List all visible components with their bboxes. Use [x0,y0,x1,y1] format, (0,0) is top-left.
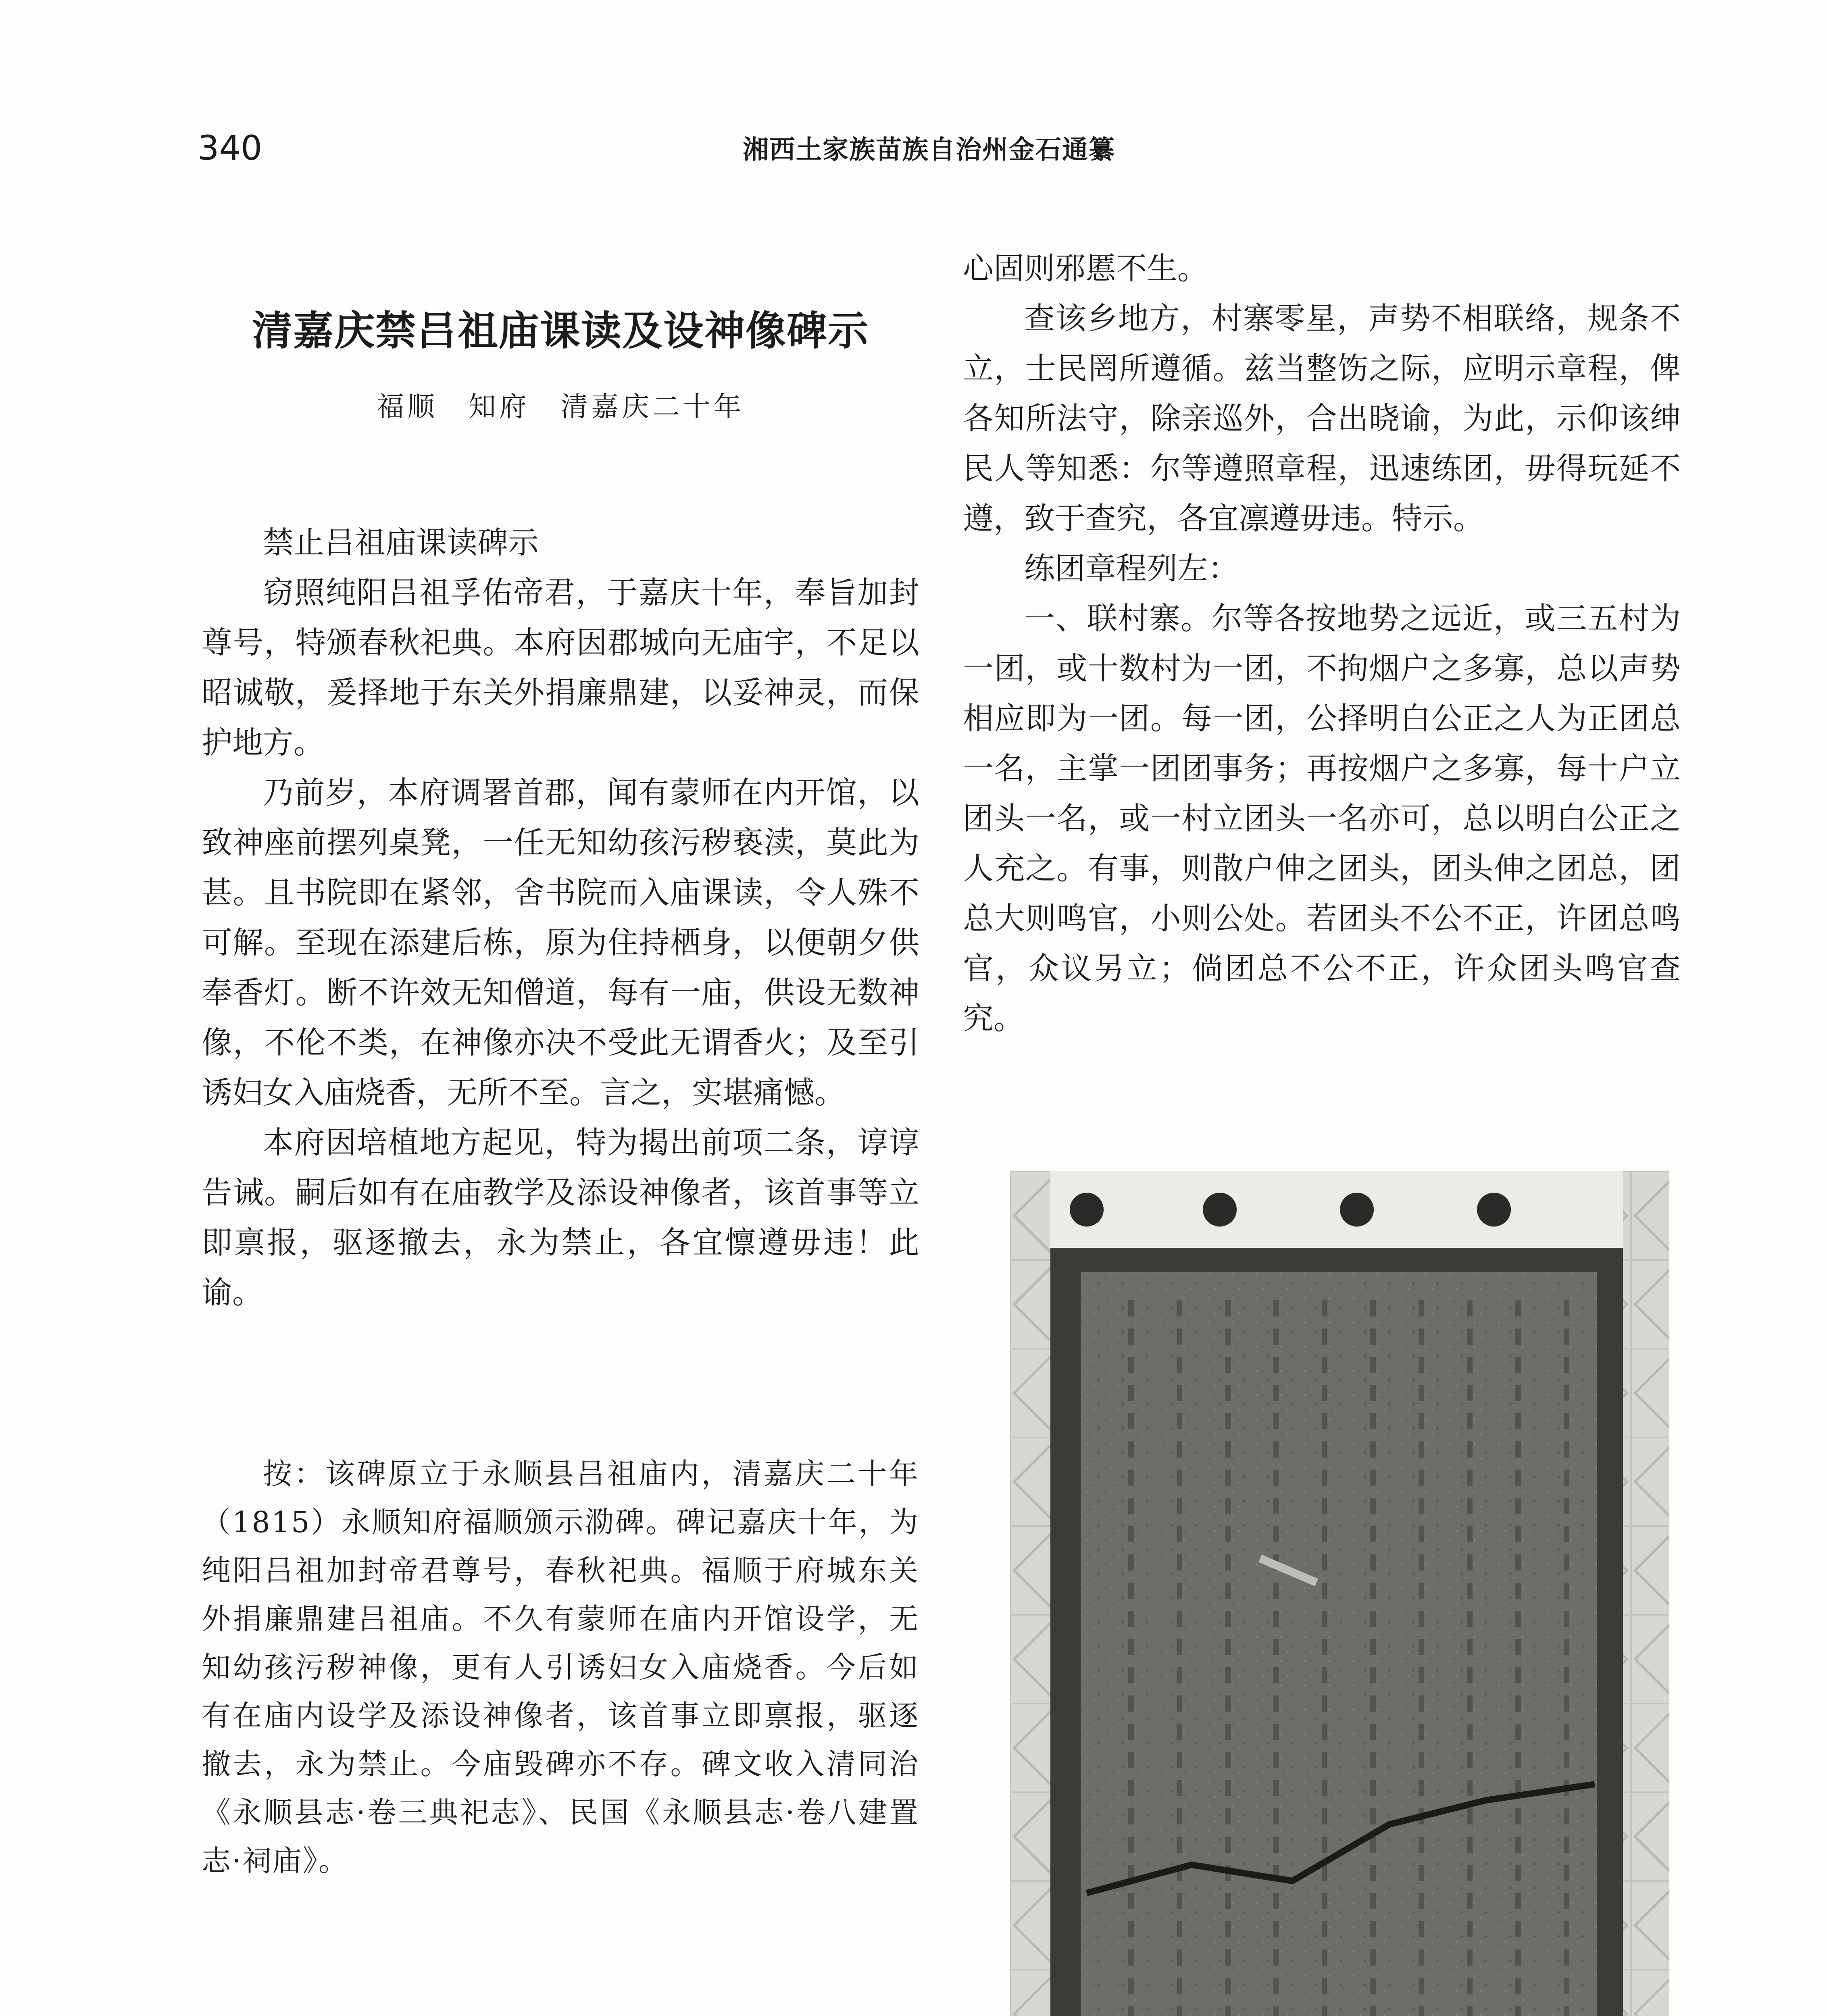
article1-note [202,1450,919,1885]
article1-byline: 福顺 知府 清嘉庆二十年 [376,391,744,423]
article2-paragraph: 一、联村寨。尔等各按地势之远近，或三五村为一团，或十数村为一团，不拘烟户之多寡，总以声势相应即为一团。每一团，公择明白公正之人为正团总一名，主掌一团团事务；再按烟户之多寡，每十户立团头一名，或一村立团头一名亦可，总以明白公正之人充之。有事，则散户伸之团头，团头伸之团总，团总大则鸣官，小则公处。若团头不公不正，许团总鸣官，众议另立；倘团总不公不正，许众团头鸣官查究。 [963,600,1681,1036]
article1-title: 清嘉庆禁吕祖庙课读及设神像碑示 [252,307,869,354]
running-header: 湘西土家族苗族自治州金石通纂 [743,135,1115,165]
article2-body-right [963,244,1681,1043]
page-number: 340 [198,128,262,168]
article2-continuation: 心固则邪慝不生。 [963,250,1208,286]
article1-paragraph: 本府因培植地方起见，特为揭出前项二条，谆谆告诫。嗣后如有在庙教学及添设神像者，该首事等立即禀报，驱逐撤去，永为禁止，各宜懔遵毋违！此谕。 [202,1125,919,1310]
stele-photo [1010,1171,1669,2016]
article2-paragraph: 练团章程列左： [1024,550,1239,586]
article1-body [202,518,919,1318]
article2-paragraph: 查该乡地方，村寨零星，声势不相联络，规条不立，士民罔所遵循。兹当整饬之际，应明示章程，俾各知所法守，除亲巡外，合出晓谕，为此，示仰该绅民人等知悉：尔等遵照章程，迅速练团，毋得玩延不遵，致于查究，各宜凛遵毋违。特示。 [963,300,1681,536]
article1-paragraph: 乃前岁，本府调署首郡，闻有蒙师在内开馆，以致神座前摆列桌凳，一任无知幼孩污秽亵渎，莫此为甚。且书院即在紧邻，舍书院而入庙课读，令人殊不可解。至现在添建后栋，原为住持栖身，以便朝夕供奉香灯。断不许效无知僧道，每有一庙，供设无数神像，不伦不类，在神像亦决不受此无谓香火；及至引诱妇女入庙烧香，无所不至。言之，实堪痛憾。 [202,775,919,1110]
article1-note-text: 按：该碑原立于永顺县吕祖庙内，清嘉庆二十年（1815）永顺知府福顺颁示泐碑。碑记嘉庆十年，为纯阳吕祖加封帝君尊号，春秋祀典。福顺于府城东关外捐廉鼎建吕祖庙。不久有蒙师在庙内开馆设学，无知幼孩污秽神像，更有人引诱妇女入庙烧香。今后如有在庙内设学及添设神像者，该首事立即禀报，驱逐撤去，永为禁止。今庙毁碑亦不存。碑文收入清同治《永顺县志·卷三典祀志》、民国《永顺县志·卷八建置志·祠庙》。 [202,1457,919,1878]
article1-paragraph: 窃照纯阳吕祖孚佑帝君，于嘉庆十年，奉旨加封尊号，特颁春秋祀典。本府因郡城向无庙宇，不足以昭诚敬，爰择地于东关外捐廉鼎建，以妥神灵，而保护地方。 [202,575,919,760]
article1-subtitle: 禁止吕祖庙课读碑示 [263,525,539,560]
